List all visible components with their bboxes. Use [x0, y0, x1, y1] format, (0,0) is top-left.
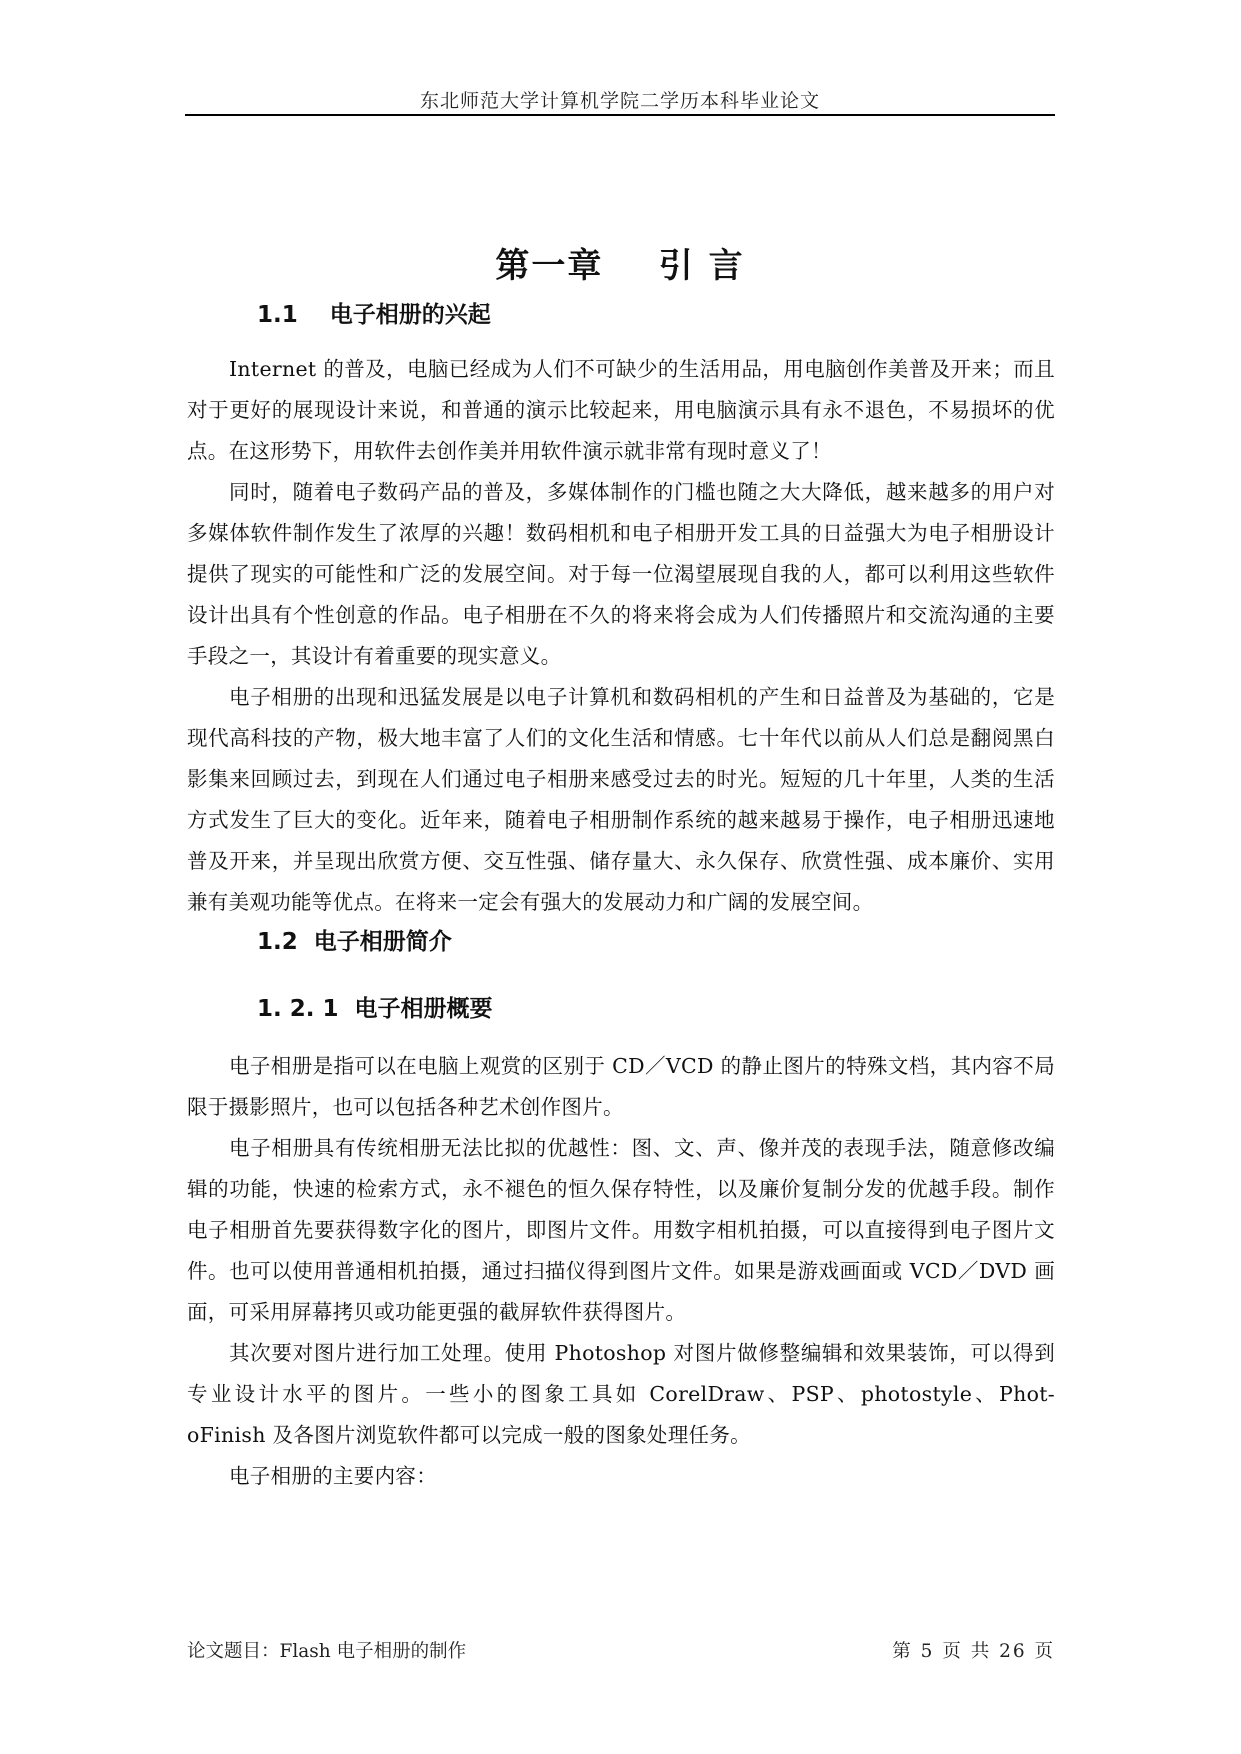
- paragraph-album-advantages: 电子相册具有传统相册无法比拟的优越性：图、文、声、像并茂的表现手法，随意修改编辑的功能，快速的检索方式，永不褪色的恒久保存特性，以及廉价复制分发的优越手段。制作电子相册首先要获得数字化的图片，即图片文件。用数字相机拍摄，可以直接得到电子图片文件。也可以使用普通相机拍摄，通过扫描仪得到图片文件。如果是游戏画面或 VCD／DVD 画面，可采用屏幕拷贝或功能更强的截屏软件获得图片。: [187, 1136, 1055, 1324]
- section-heading-1-2: 1.2 电子相册简介: [257, 929, 452, 955]
- section-heading-1-1: 1.1 电子相册的兴起: [257, 302, 491, 328]
- chapter-title: 第一章 引 言: [495, 246, 745, 286]
- running-header: 东北师范大学计算机学院二学历本科毕业论文: [419, 90, 820, 112]
- paragraph-main-contents: 电子相册的主要内容：: [229, 1464, 437, 1488]
- paragraph-album-development: 电子相册的出现和迅猛发展是以电子计算机和数码相机的产生和日益普及为基础的，它是现代高科技的产物，极大地丰富了人们的文化生活和情感。七十年代以前从人们总是翻阅黑白影集来回顾过去，到现在人们通过电子相册来感受过去的时光。短短的几十年里，人类的生活方式发生了巨大的变化。近年来，随着电子相册制作系统的越来越易于操作，电子相册迅速地普及开来，并呈现出欣赏方便、交互性强、储存量大、永久保存、欣赏性强、成本廉价、实用兼有美观功能等优点。在将来一定会有强大的发展动力和广阔的发展空间。: [187, 685, 1055, 914]
- footer-page-number: 第 5 页 共 26 页: [892, 1641, 1055, 1662]
- header-rule: [185, 114, 1055, 116]
- paragraph-internet-popularity: Internet 的普及，电脑已经成为人们不可缺少的生活用品，用电脑创作美普及开来；而且对于更好的展现设计来说，和普通的演示比较起来，用电脑演示具有永不退色，不易损坏的优点。在这形势下，用软件去创作美并用软件演示就非常有现时意义了！: [187, 357, 1055, 463]
- section-heading-1-2-1: 1. 2. 1 电子相册概要: [257, 996, 493, 1022]
- paragraph-image-processing: 其次要对图片进行加工处理。使用 Photoshop 对图片做修整编辑和效果装饰，可以得到专业设计水平的图片。一些小的图象工具如 CorelDraw、PSP、photostyle、Phot-oFinish 及各图片浏览软件都可以完成一般的图象处理任务。: [187, 1341, 1055, 1447]
- paragraph-multimedia-threshold: 同时，随着电子数码产品的普及，多媒体制作的门槛也随之大大降低，越来越多的用户对多媒体软件制作发生了浓厚的兴趣！数码相机和电子相册开发工具的日益强大为电子相册设计提供了现实的可能性和广泛的发展空间。对于每一位渴望展现自我的人，都可以利用这些软件设计出具有个性创意的作品。电子相册在不久的将来将会成为人们传播照片和交流沟通的主要手段之一，其设计有着重要的现实意义。: [187, 480, 1055, 668]
- paragraph-album-definition: 电子相册是指可以在电脑上观赏的区别于 CD／VCD 的静止图片的特殊文档，其内容不局限于摄影照片，也可以包括各种艺术创作图片。: [187, 1054, 1055, 1119]
- footer-thesis-title: 论文题目：Flash 电子相册的制作: [187, 1641, 467, 1662]
